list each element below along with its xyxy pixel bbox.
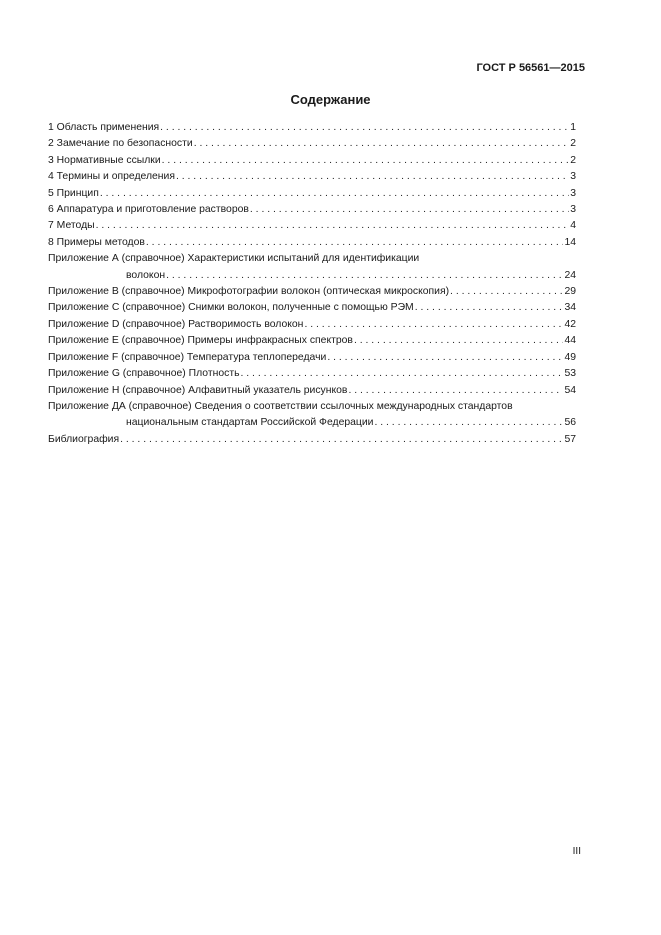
toc-entry-page: 3 (570, 187, 576, 199)
toc-entry[interactable] (48, 366, 576, 382)
toc-entry-page: 29 (564, 286, 576, 298)
toc-entry[interactable] (48, 202, 576, 218)
toc-entry[interactable] (48, 235, 576, 251)
toc-entry-page: 2 (570, 154, 576, 166)
toc-entry[interactable] (48, 186, 576, 202)
toc-entry[interactable] (48, 218, 576, 234)
toc-entry-page: 49 (564, 351, 576, 363)
toc-entry[interactable] (48, 383, 576, 399)
toc-entry-title: 2 Замечание по безопасности (48, 138, 193, 150)
toc-entry-title: Приложение А (справочное) Характеристики испытаний для идентификации (48, 253, 420, 265)
toc-entry-title: 3 Нормативные ссылки (48, 154, 161, 166)
toc-entry-page: 56 (564, 417, 576, 429)
toc-entry[interactable] (48, 284, 576, 300)
toc-leader (450, 284, 563, 300)
toc-leader (162, 153, 570, 169)
page-title: Содержание (290, 92, 371, 107)
toc-entry[interactable] (48, 251, 576, 284)
toc-leader (96, 218, 570, 234)
toc-entry-page: 2 (570, 138, 576, 150)
toc-leader (354, 333, 563, 349)
toc-entry[interactable] (48, 153, 576, 169)
toc-leader (194, 136, 570, 152)
toc-entry-title: Библиография (48, 433, 120, 445)
toc-entry-page: 24 (564, 269, 576, 281)
toc-entry[interactable] (48, 317, 576, 333)
toc-entry-title: Приложение Е (справочное) Примеры инфракрасных спектров (48, 335, 353, 347)
toc-entry[interactable] (48, 432, 576, 448)
toc-entry-page: 1 (570, 122, 576, 133)
toc-leader (146, 235, 564, 251)
toc-leader (120, 432, 563, 448)
toc-entry-page: 14 (564, 236, 576, 248)
toc-leader (415, 300, 564, 316)
toc-entry-title: 5 Принцип (48, 187, 99, 199)
toc-entry-title-continued: волокон (126, 269, 166, 281)
toc-entry-page: 44 (564, 335, 576, 347)
toc-entry-title: 8 Примеры методов (48, 236, 145, 248)
toc-entry-page: 54 (564, 384, 576, 396)
toc-entry-page: 3 (570, 204, 576, 216)
toc-leader (327, 350, 563, 366)
toc-entry-title: 1 Область применения (48, 122, 160, 133)
toc-leader (176, 169, 569, 185)
toc-entry-title: Приложение ДА (справочное) Сведения о соответствии ссылочных международных стандартов (48, 400, 513, 412)
toc-entry-title: 6 Аппаратура и приготовление растворов (48, 204, 249, 216)
toc-entry-title: Приложение D (справочное) Растворимость волокон (48, 318, 304, 330)
toc-entry[interactable] (48, 136, 576, 152)
toc-entry-title: Приложение Н (справочное) Алфавитный указатель рисунков (48, 384, 348, 396)
toc-leader (348, 383, 563, 399)
toc-leader (304, 317, 563, 333)
toc-leader (100, 186, 569, 202)
toc-leader (374, 415, 563, 431)
toc-entry[interactable] (48, 169, 576, 185)
toc-leader (166, 268, 563, 284)
toc-entry-title: Приложение В (справочное) Микрофотографии волокон (оптическая микроскопия) (48, 286, 450, 298)
toc-leader (250, 202, 569, 218)
document-id: ГОСТ Р 56561—2015 (476, 62, 585, 74)
toc-entry[interactable] (48, 300, 576, 316)
toc-entry[interactable] (48, 399, 576, 432)
toc-entry-page: 3 (570, 171, 576, 183)
toc-entry[interactable] (48, 350, 576, 366)
toc-entry-title: Приложение F (справочное) Температура теплопередачи (48, 351, 327, 363)
toc-entry-title: Приложение G (справочное) Плотность (48, 368, 240, 380)
toc-entry-page: 57 (564, 433, 576, 445)
toc-entry-title: 4 Термины и определения (48, 171, 175, 183)
toc-entry-page: 53 (564, 368, 576, 380)
table-of-contents (48, 120, 576, 448)
toc-leader (160, 120, 569, 136)
toc-entry-title: Приложение С (справочное) Снимки волокон, полученные с помощью РЭМ (48, 302, 414, 314)
page-number: III (572, 846, 581, 857)
toc-entry-page: 34 (564, 302, 576, 314)
toc-entry-title: 7 Методы (48, 220, 95, 232)
toc-entry-page: 4 (570, 220, 576, 232)
toc-entry[interactable] (48, 333, 576, 349)
toc-leader (241, 366, 564, 382)
toc-entry-page: 42 (564, 318, 576, 330)
toc-entry-title-continued: национальным стандартам Российской Федерации (126, 417, 374, 429)
toc-entry[interactable] (48, 120, 576, 136)
